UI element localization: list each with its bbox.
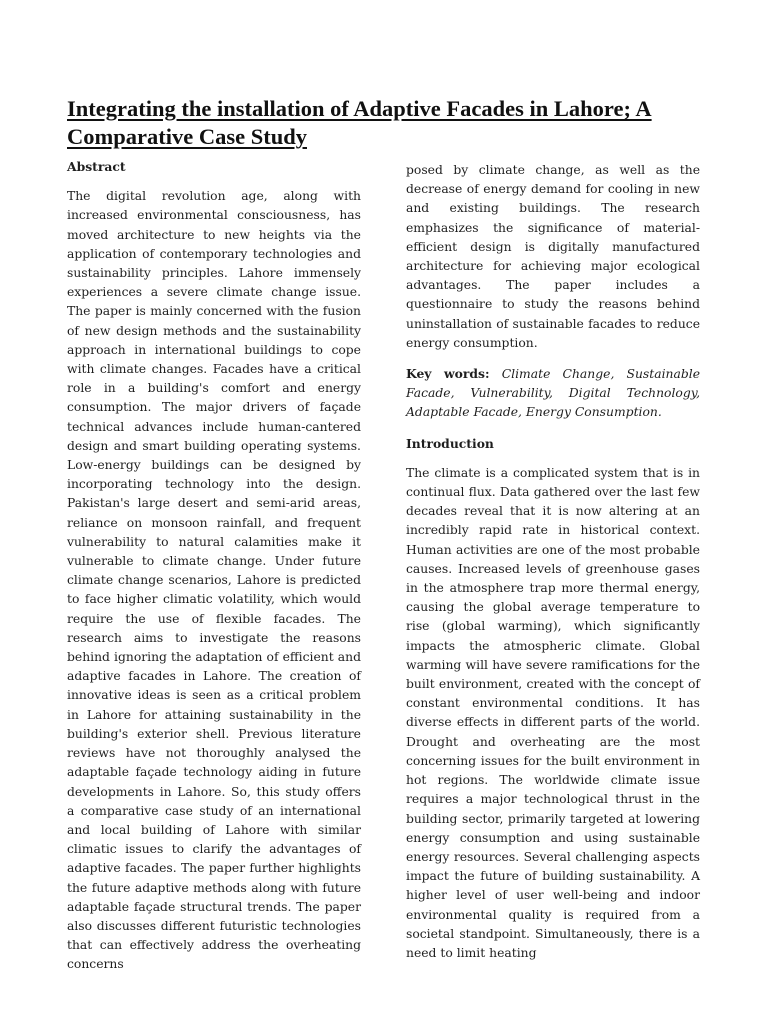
abstract-heading: Abstract <box>67 159 126 174</box>
introduction-paragraph: The climate is a complicated system that is in continual flux. Data gathered over the last few decades reveal that it is now altering at an incredibly rapid rate in historical context. Human activities are one of the most probable causes. Increased levels of greenhouse gases in the atmosphere trap more thermal energy, causing the global average temperature to rise (global warming), which significantly impacts the atmospheric climate. Global warming will have severe ramifications for the built environment, created with the concept of constant environmental conditions. It has diverse effects in different parts of the world. Drought and overheating are the most concerning issues for the built environment in hot regions. The worldwide climate issue requires a major technological thrust in the building sector, primarily targeted at lowering energy consumption and using sustainable energy resources. Several challenging aspects impact the future of building sustainability. A higher level of user well-being and indoor environmental quality is required from a societal standpoint. Simultaneously, there is a need to limit heating <box>406 465 700 960</box>
keywords-text: Climate Change, Sustainable Facade, Vulnerability, Digital Technology, Adaptable Facade, Energy Consumption. <box>406 367 701 420</box>
spacer <box>67 176 361 187</box>
introduction-heading: Introduction <box>406 435 494 451</box>
paper-title: Integrating the installation of Adaptive Facades in Lahore; A Comparative Case Study <box>67 96 652 149</box>
abstract-paragraph-continued: posed by climate change, as well as the decrease of energy demand for cooling in new and existing buildings. The research emphasizes the significance of material-efficient design is digitally manufactured architecture for achieving major ecological advantages. The paper includes a questionnaire to study the reasons behind uninstallation of sustainable facades to reduce energy consumption. <box>406 163 700 350</box>
keywords-paragraph <box>406 364 700 423</box>
right-column <box>406 161 700 963</box>
left-column <box>67 157 361 975</box>
abstract-paragraph: The digital revolution age, along with increased environmental consciousness, has moved architecture to new heights via the application of contemporary technologies and sustainability principles. Lahore immensely experiences a severe climate change issue. The paper is mainly concerned with the fusion of new design methods and the sustainability approach in international buildings to cope with climate changes. Facades have a critical role in a building's comfort and energy consumption. The major drivers of façade technical advances include human-cantered design and smart building operating systems. Low-energy buildings can be designed by incorporating technology into the design. Pakistan's large desert and semi-arid areas, reliance on monsoon rainfall, and frequent vulnerability to natural calamities make it vulnerable to climate change. Under future climate change scenarios, Lahore is predicted to face higher climatic volatility, which would require the use of flexible facades. The research aims to investigate the reasons behind ignoring the adaptation of efficient and adaptive facades in Lahore. The creation of innovative ideas is seen as a critical problem in Lahore for attaining sustainability in the building's exterior shell. Previous literature reviews have not thoroughly analysed the adaptable façade technology aiding in future developments in Lahore. So, this study offers a comparative case study of an international and local building of Lahore with similar climatic issues to clarify the advantages of adaptive facades. The paper further highlights the future adaptive methods along with future adaptable façade structural trends. The paper also discusses different futuristic technologies that can effectively address the overheating concerns <box>67 189 361 972</box>
spacer <box>406 453 700 464</box>
keywords-label: Key words: <box>406 366 490 382</box>
spacer <box>406 423 700 434</box>
spacer <box>406 353 700 364</box>
